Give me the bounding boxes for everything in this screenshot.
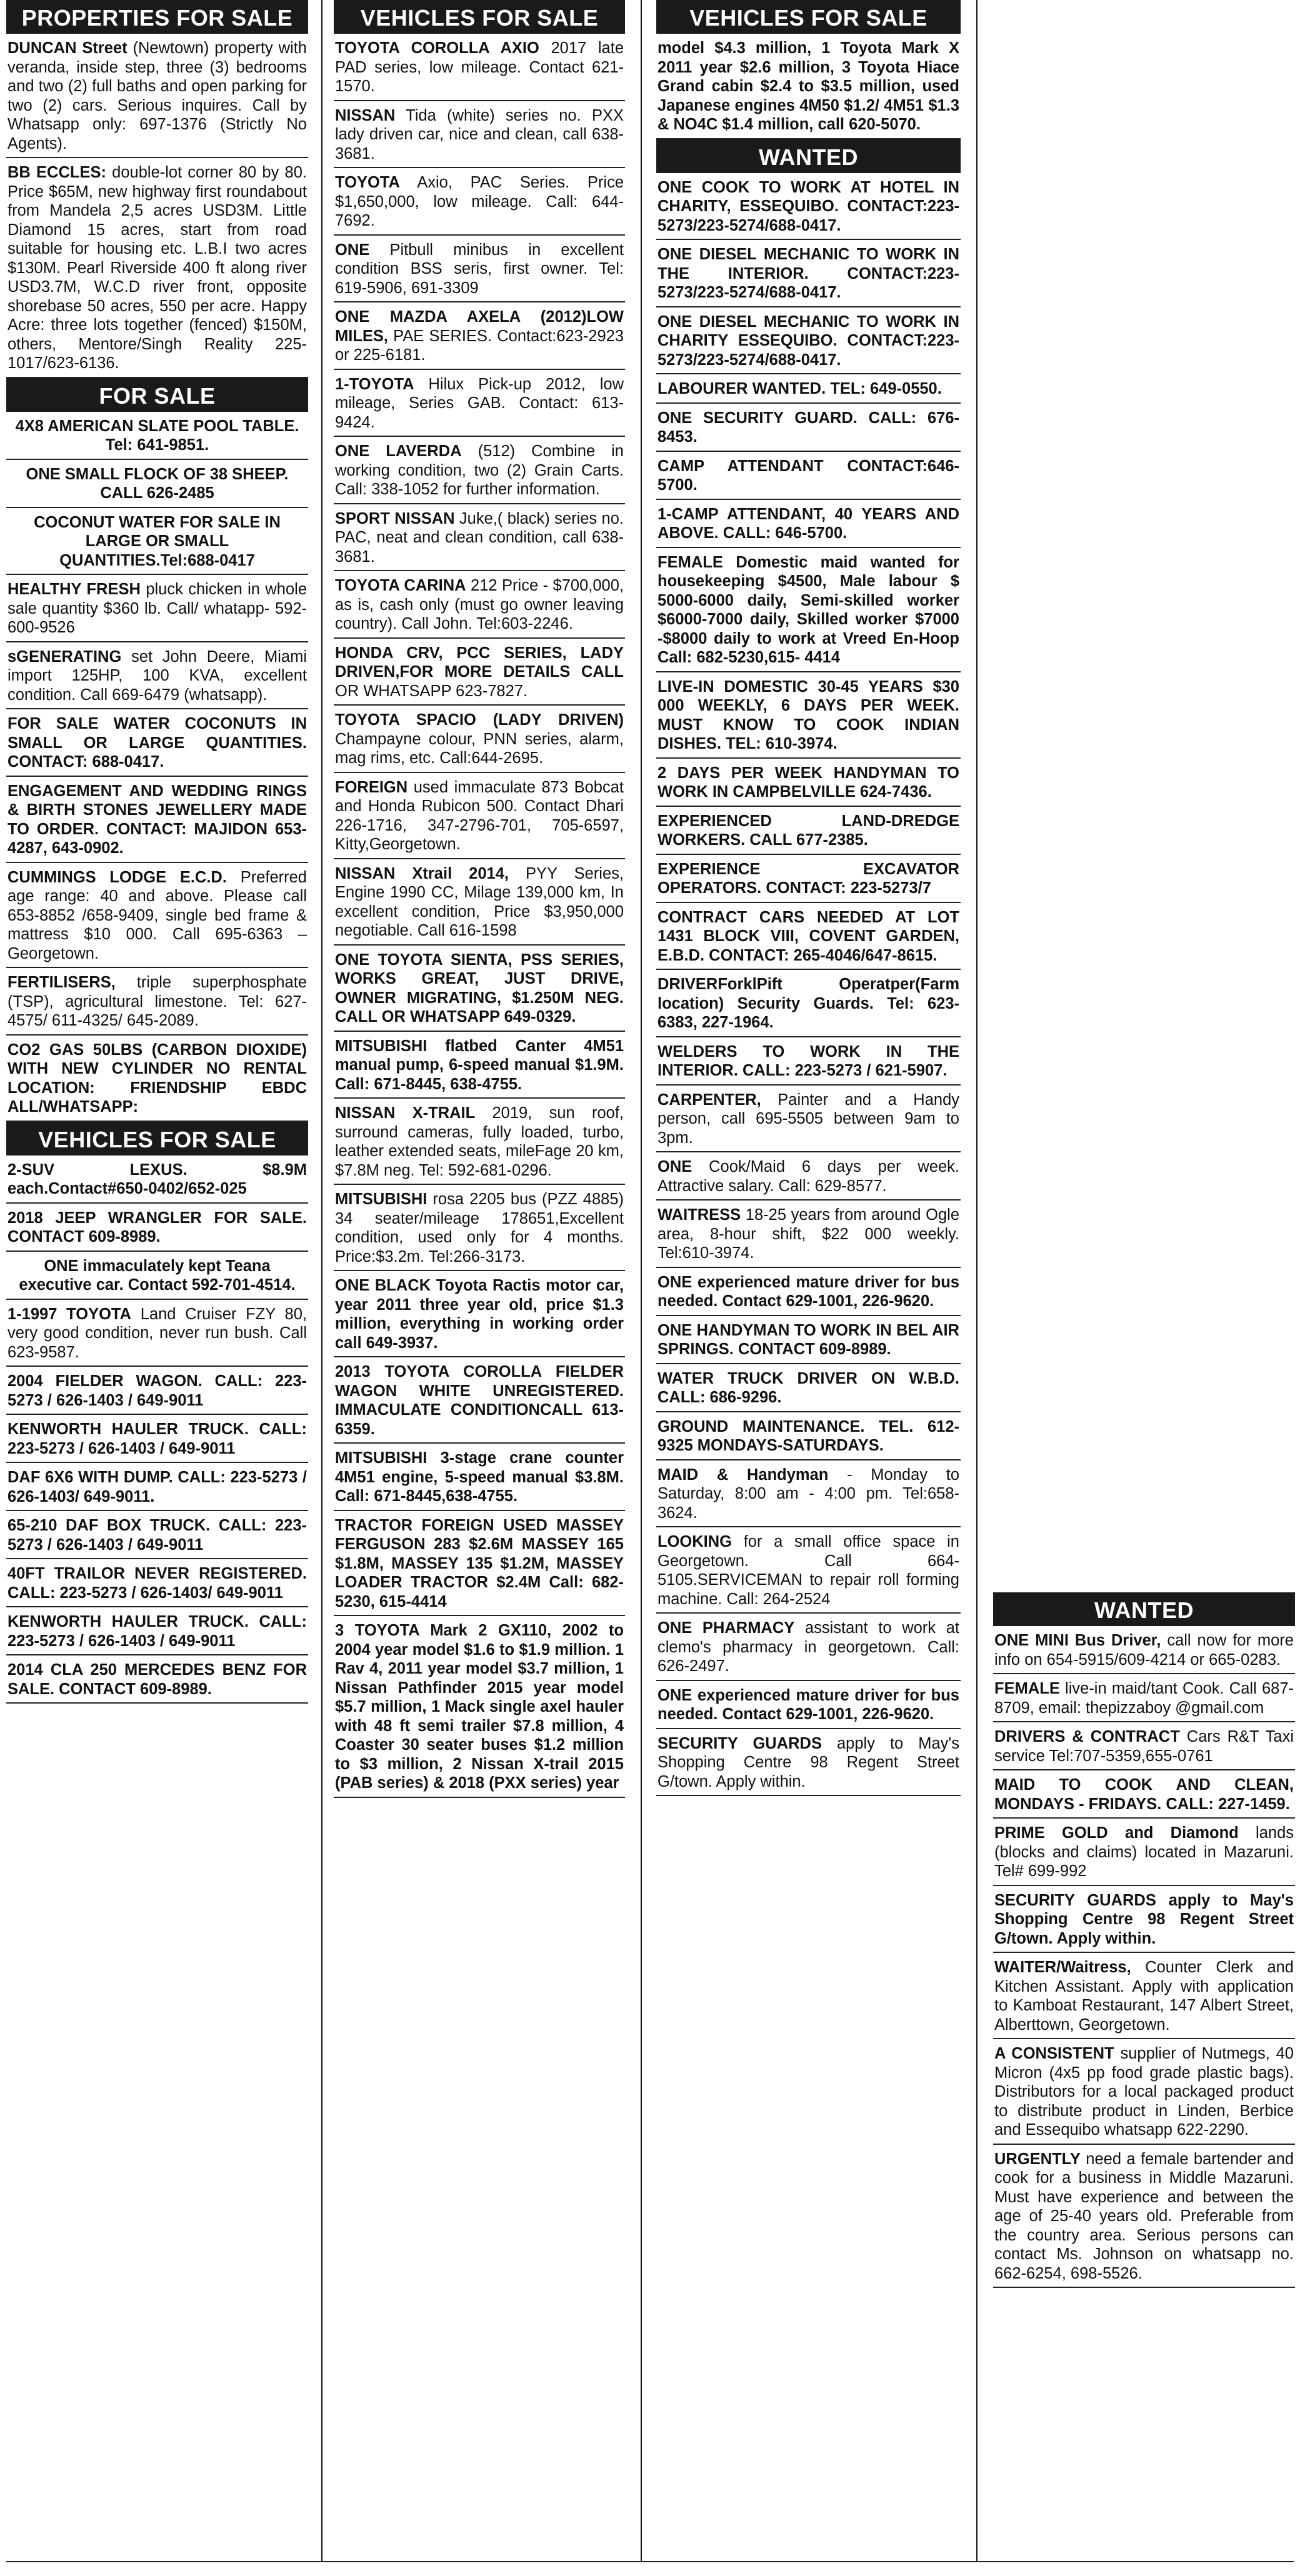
- section-header: VEHICLES FOR SALE: [334, 0, 625, 34]
- ad-lead: ONE PHARMACY: [658, 1619, 795, 1637]
- ad-lead: 2-SUV LEXUS. $8.9M each.Contact#650-0402/652-025: [8, 1161, 307, 1197]
- classified-ad: [656, 1086, 961, 1153]
- ad-lead: ONE SECURITY GUARD. CALL: 676-8453.: [658, 409, 959, 446]
- classified-ad: [334, 859, 625, 946]
- classified-ad: [334, 1185, 625, 1271]
- ad-lead: NISSAN Xtrail 2014,: [335, 864, 509, 882]
- classified-ad: [334, 773, 625, 859]
- classified-ad: [993, 2145, 1295, 2289]
- column-1: [6, 0, 308, 1704]
- classified-ad: [656, 672, 961, 759]
- classified-ad: [334, 168, 625, 236]
- classified-ad: [6, 1559, 308, 1607]
- ad-lead: SECURITY GUARDS: [658, 1734, 822, 1752]
- column-2: [334, 0, 625, 1798]
- ad-lead: DUNCAN Street: [8, 39, 128, 57]
- classified-ad: [993, 1953, 1295, 2039]
- classified-ad: [656, 173, 961, 241]
- ad-lead: CUMMINGS LODGE E.C.D.: [8, 868, 227, 886]
- ad-body: Hilux Pick-up 2012, low mileage, Series GAB. Contact: 613-9424.: [335, 375, 624, 431]
- ad-lead: sGENERATING: [8, 647, 122, 666]
- ad-lead: MITSUBISHI 3-stage crane counter 4M51 engine, 5-speed manual $3.8M. Call: 671-8445,638-4755.: [335, 1449, 624, 1505]
- classified-ad: [6, 1415, 308, 1463]
- section-header: VEHICLES FOR SALE: [6, 1122, 308, 1156]
- section-header: PROPERTIES FOR SALE: [6, 0, 308, 34]
- ad-lead: HEALTHY FRESH: [8, 581, 141, 598]
- ad-lead: WAITRESS: [658, 1206, 741, 1224]
- classified-ad: [656, 1460, 961, 1528]
- ad-lead: WELDERS TO WORK IN THE INTERIOR. CALL: 223-5273 / 621-5907.: [658, 1042, 959, 1079]
- ad-lead: DRIVERForklPift Operatper(Farm location) Security Guards. Tel: 623-6383, 227-1964.: [658, 976, 959, 1031]
- ad-lead: ONE MINI Bus Driver,: [994, 1632, 1161, 1649]
- ad-lead: LOOKING: [658, 1533, 732, 1550]
- ad-body: 18-25 years from around Ogle area, 8-hour shift, $22 000 weekly. Tel:610-3974.: [658, 1206, 959, 1262]
- ad-lead: FEMALE: [994, 1680, 1060, 1697]
- classified-ad: [656, 1527, 961, 1614]
- classified-ad: [6, 1367, 308, 1415]
- classified-ad: [6, 1607, 308, 1655]
- ad-body: used immaculate 873 Bobcat and Honda Rubicon 500. Contact Dhari 226-1716, 347-2796-701, 705-6597, Kitty,Georgetown.: [335, 778, 624, 853]
- classified-ad: [6, 709, 308, 777]
- ad-lead: 1-CAMP ATTENDANT, 40 YEARS AND ABOVE. CALL: 646-5700.: [658, 505, 959, 542]
- ad-lead: 2004 FIELDER WAGON. CALL: 223-5273 / 626-1403 / 649-9011: [8, 1372, 307, 1409]
- ad-lead: TOYOTA CARINA: [335, 577, 466, 594]
- ad-lead: MITSUBISHI flatbed Canter 4M51 manual pump, 6-speed manual $1.9M. Call: 671-8445, 638-4755.: [335, 1037, 624, 1093]
- ad-lead: URGENTLY: [994, 2150, 1081, 2168]
- ad-body: (Newtown) property with veranda, inside step, three (3) bedrooms and two (2) full baths and open parking for two (2) cars. Serious inquires. Call by Whatsapp only: 697-1376 (Strictly No Agents).: [8, 39, 307, 152]
- ad-lead: CONTRACT CARS NEEDED AT LOT 1431 BLOCK VIII, COVENT GARDEN, E.B.D. CONTACT: 265-4046/647-8615.: [658, 908, 959, 964]
- ad-body: Counter Clerk and Kitchen Assistant. Apply with application to Kamboat Restaurant, 147 Albert Street, Alberttown, Georgetown.: [994, 1959, 1294, 2034]
- column-3: [656, 0, 961, 1796]
- ad-body: Land Cruiser FZY 80, very good condition, never run bush. Call 623-9587.: [8, 1305, 307, 1361]
- ad-lead: A CONSISTENT: [994, 2045, 1114, 2062]
- page-bottom-rule: [6, 2561, 1294, 2562]
- classified-ad: [6, 968, 308, 1036]
- classified-ad: [656, 1316, 961, 1364]
- classified-ad: [6, 863, 308, 969]
- classified-ad: [993, 1722, 1295, 1770]
- ad-lead: MAID & Handyman: [658, 1465, 829, 1484]
- ad-lead: ONE: [658, 1158, 692, 1176]
- classified-ad: [334, 236, 625, 303]
- ad-lead: ONE MAZDA AXELA (2012)LOW MILES,: [335, 308, 624, 345]
- ad-lead: CO2 GAS 50LBS (CARBON DIOXIDE) WITH NEW CYLINDER NO RENTAL LOCATION: FRIENDSHIP EBDC ALL/WHATSAPP:: [8, 1041, 307, 1116]
- ad-lead: ONE immaculately kept Teana executive car. Contact 592-701-4514.: [19, 1257, 296, 1294]
- classified-ad: [656, 452, 961, 500]
- ad-body: rosa 2205 bus (PZZ 4885) 34 seater/mileage 178651,Excellent condition, used only for 4 months. Price:$3.2m. Tel:266-3173.: [335, 1191, 624, 1266]
- classified-ad: [656, 1729, 961, 1797]
- ad-lead: MAID TO COOK AND CLEAN, MONDAYS - FRIDAYS. CALL: 227-1459.: [994, 1776, 1294, 1813]
- classified-ad: [993, 1819, 1295, 1886]
- ad-body: 2019, sun roof, surround cameras, fully loaded, turbo, leather extended seats, mileFage 20 km, $7.8M neg. Tel: 592-681-0296.: [335, 1104, 624, 1179]
- classified-ad: [6, 34, 308, 158]
- classified-ad: [656, 807, 961, 855]
- classified-ad: [656, 1364, 961, 1412]
- classified-ad: [334, 706, 625, 773]
- classified-ad: [6, 460, 308, 508]
- classified-ad: [656, 759, 961, 807]
- ad-body: double-lot corner 80 by 80. Price $65M, new highway first roundabout from Mandela 2,5 acres USD3M. Little Diamond 15 acres, start from road suitable for housing etc. L.B.I two acres $130M. Pearl Riverside 400 ft along river USD3.7M, W.C.D river front, opposite shorebase 50 acres, 550 per acre. Happy Acre: three lots together (fenced) $150M, others, Mentore/Singh Reality 225-1017/623-6136.: [8, 164, 307, 372]
- classified-ad: [334, 101, 625, 169]
- classified-ad: [656, 1152, 961, 1201]
- section-header: WANTED: [993, 1592, 1295, 1626]
- classified-ad: [334, 302, 625, 370]
- classified-ad: [993, 1626, 1295, 1674]
- ad-lead: LIVE-IN DOMESTIC 30-45 YEARS $30 000 WEEKLY, 6 DAYS PER WEEK. MUST KNOW TO COOK INDIAN DISHES. TEL: 610-3974.: [658, 677, 959, 752]
- ad-lead: LABOURER WANTED. TEL: 649-0550.: [658, 380, 942, 397]
- ad-lead: HONDA CRV, PCC SERIES, LADY DRIVEN,FOR MORE DETAILS CALL: [335, 644, 624, 681]
- classified-ad: [334, 1616, 625, 1798]
- ad-body: Champayne colour, PNN series, alarm, mag rims, etc. Call:644-2695.: [335, 730, 624, 767]
- classified-ad: [334, 34, 625, 101]
- ad-body: live-in maid/tant Cook. Call 687-8709, email: thepizzaboy @gmail.com: [994, 1680, 1294, 1717]
- ad-lead: TRACTOR FOREIGN USED MASSEY FERGUSON 283 $2.6M MASSEY 165 $1.8M, MASSEY 135 $1.2M, MASSEY LOADER TRACTOR $2.4M Call: 682-5230, 615-4414: [335, 1516, 624, 1610]
- ad-lead: EXPERIENCE EXCAVATOR OPERATORS. CONTACT: 223-5273/7: [658, 860, 959, 897]
- ad-lead: ONE COOK TO WORK AT HOTEL IN CHARITY, ESSEQUIBO. CONTACT:223-5273/223-5274/688-0417.: [658, 178, 959, 234]
- ad-lead: MITSUBISHI: [335, 1191, 428, 1208]
- classified-ad: [656, 374, 961, 404]
- ad-body: need a female bartender and cook for a business in Middle Mazaruni. Must have experience and between the age of 25-40 years old. Preferable from the country area. Serious persons can contact Ms. Johnson on whatsapp no. 662-6254, 698-5526.: [994, 2150, 1294, 2282]
- column-divider: [321, 0, 322, 2561]
- classified-ad: [6, 1252, 308, 1300]
- ad-body: Cars R&T Taxi service Tel:707-5359,655-0761: [994, 1728, 1294, 1765]
- classified-ad: [656, 34, 961, 139]
- ad-lead: DRIVERS & CONTRACT: [994, 1728, 1180, 1745]
- ad-lead: ONE SMALL FLOCK OF 38 SHEEP. CALL 626-2485: [26, 465, 289, 502]
- ad-body: supplier of Nutmegs, 40 Micron (4x5 pp food grade plastic bags). Distributors for a local packaged product to distribute product in Linden, Berbice and Essequibo whatsapp 622-2290.: [994, 2045, 1294, 2139]
- classified-ad: [656, 1681, 961, 1729]
- column-4: [993, 1592, 1295, 2288]
- classified-ad: [6, 575, 308, 642]
- ad-lead: FOR SALE WATER COCONUTS IN SMALL OR LARGE QUANTITIES. CONTACT: 688-0417.: [8, 715, 307, 771]
- ad-body: for a small office space in Georgetown. Call 664-5105.SERVICEMAN to repair roll forming machine. Call: 264-2524: [658, 1533, 959, 1608]
- classified-ad: [334, 1357, 625, 1444]
- classified-ad: [6, 1036, 308, 1122]
- ad-lead: SECURITY GUARDS apply to May's Shopping Centre 98 Regent Street G/town. Apply within.: [994, 1891, 1294, 1947]
- ad-body: pluck chicken in whole sale quantity $360 lb. Call/ whatapp- 592-600-9526: [8, 581, 307, 636]
- ad-lead: KENWORTH HAULER TRUCK. CALL: 223-5273 / 626-1403 / 649-9011: [8, 1420, 307, 1457]
- classified-ad: [334, 639, 625, 706]
- classified-ad: [334, 1271, 625, 1357]
- classified-ad: [6, 158, 308, 378]
- ad-lead: ONE: [335, 241, 370, 259]
- ad-lead: CARPENTER,: [658, 1091, 761, 1109]
- classified-ad: [334, 1099, 625, 1185]
- classified-ad: [656, 1412, 961, 1460]
- ad-body: assistant to work at clemo's pharmacy in georgetown. Call: 626-2497.: [658, 1619, 959, 1675]
- classified-ad: [656, 404, 961, 452]
- ad-body: Preferred age range: 40 and above. Please call 653-8852 /658-9409, single bed frame & mattress $10 000. Call 695-6363 – Georgetown.: [8, 868, 307, 962]
- classified-ad: [656, 307, 961, 375]
- ad-body: Painter and a Handy person, call 695-5505 between 9am to 3pm.: [658, 1091, 959, 1147]
- classified-ad: [656, 240, 961, 307]
- ad-lead: 40FT TRAILOR NEVER REGISTERED. CALL: 223-5273 / 626-1403/ 649-9011: [8, 1565, 307, 1602]
- ad-lead: FERTILISERS,: [8, 974, 116, 991]
- ad-body: triple superphosphate (TSP), agricultural limestone. Tel: 627-4575/ 611-4325/ 645-2089.: [8, 974, 307, 1029]
- ad-body: Axio, PAC Series. Price $1,650,000, low mileage. Call: 644-7692.: [335, 174, 624, 229]
- section-header: VEHICLES FOR SALE: [656, 0, 961, 34]
- classified-ad: [656, 1201, 961, 1268]
- ad-body: lands (blocks and claims) located in Mazaruni. Tel# 699-992: [994, 1824, 1294, 1880]
- ad-lead: model $4.3 million, 1 Toyota Mark X 2011 year $2.6 million, 3 Toyota Hiace Grand cabin $2.4 to $3.5 million, used Japanese engines 4M50 $1.2/ 4M51 $1.3 & NO4C $1.4 million, call 620-5070.: [658, 39, 959, 133]
- column-divider: [641, 0, 642, 2561]
- ad-lead: ONE experienced mature driver for bus needed. Contact 629-1001, 226-9620.: [658, 1273, 959, 1310]
- ad-lead: 1-TOYOTA: [335, 375, 414, 393]
- ad-body: (512) Combine in working condition, two (2) Grain Carts. Call: 338-1052 for further information.: [335, 442, 624, 498]
- classified-ad: [334, 946, 625, 1032]
- ad-lead: FEMALE Domestic maid wanted for housekeeping $4500, Male labour $ 5000-6000 daily, Semi-skilled worker $6000-7000 daily, Skilled worker $7000 -$8000 daily to work at Vreed En-Hoop Call: 682-5230,615- 4414: [658, 553, 959, 666]
- classified-ad: [6, 508, 308, 576]
- ad-lead: FOREIGN: [335, 778, 408, 796]
- ad-lead: ONE TOYOTA SIENTA, PSS SERIES, WORKS GREAT, JUST DRIVE, OWNER MIGRATING, $1.250M NEG. CALL OR WHATSAPP 649-0329.: [335, 951, 624, 1026]
- ad-lead: 2 DAYS PER WEEK HANDYMAN TO WORK IN CAMPBELVILLE 624-7436.: [658, 764, 959, 801]
- ad-lead: BB ECCLES:: [8, 164, 106, 181]
- ad-lead: SPORT NISSAN: [335, 509, 455, 527]
- ad-body: 2017 late PAD series, low mileage. Contact 621-1570.: [335, 39, 624, 95]
- classified-ad: [656, 1268, 961, 1316]
- column-divider: [976, 0, 978, 2561]
- ad-lead: ONE HANDYMAN TO WORK IN BEL AIR SPRINGS. CONTACT 609-8989.: [658, 1321, 959, 1358]
- ad-lead: 1-1997 TOYOTA: [8, 1305, 132, 1323]
- ad-lead: TOYOTA COROLLA AXIO: [335, 39, 539, 57]
- classified-ad: [334, 437, 625, 504]
- ad-body: call now for more info on 654-5915/609-4214 or 665-0283.: [994, 1632, 1294, 1669]
- classified-ad: [6, 642, 308, 710]
- ad-lead: 2018 JEEP WRANGLER FOR SALE. CONTACT 609-8989.: [8, 1209, 307, 1246]
- ad-lead: 2013 TOYOTA COROLLA FIELDER WAGON WHITE UNREGISTERED. IMMACULATE CONDITIONCALL 613-6359.: [335, 1363, 624, 1438]
- ad-lead: ONE experienced mature driver for bus needed. Contact 629-1001, 226-9620.: [658, 1686, 959, 1723]
- ad-body: Tida (white) series no. PXX lady driven car, nice and clean, call 638-3681.: [335, 106, 624, 162]
- classified-ad: [993, 1886, 1295, 1954]
- classified-ad: [993, 1674, 1295, 1722]
- ad-lead: TOYOTA: [335, 174, 400, 191]
- classified-ad: [993, 2039, 1295, 2145]
- ad-lead: ONE DIESEL MECHANIC TO WORK IN THE INTERIOR. CONTACT:223-5273/223-5274/688-0417.: [658, 246, 959, 301]
- ad-body: Juke,( black) series no. PAC, neat and clean condition, call 638-3681.: [335, 509, 624, 566]
- ad-body: Cook/Maid 6 days per week. Attractive salary. Call: 629-8577.: [658, 1158, 959, 1195]
- ad-body: - Monday to Saturday, 8:00 am - 4:00 pm. Tel:658-3624.: [658, 1465, 960, 1522]
- classified-ad: [656, 1037, 961, 1086]
- ad-body: Pitbull minibus in excellent condition BSS seris, first owner. Tel: 619-5906, 691-3309: [335, 241, 624, 297]
- ad-body: OR WHATSAPP 623-7827.: [335, 682, 528, 700]
- classified-ad: [656, 970, 961, 1037]
- classified-ad: [656, 855, 961, 903]
- ad-lead: KENWORTH HAULER TRUCK. CALL: 223-5273 / 626-1403 / 649-9011: [8, 1613, 307, 1650]
- ad-body: PYY Series, Engine 1990 CC, Milage 139,000 km, In excellent condition, Price $3,950,000 negotiable. Call 616-1598: [335, 864, 624, 939]
- classified-ad: [334, 571, 625, 639]
- ad-body: set John Deere, Miami import 125HP, 100 KVA, excellent condition. Call 669-6479 (whatsapp).: [8, 647, 307, 704]
- ad-lead: 4X8 AMERICAN SLATE POOL TABLE. Tel: 641-9851.: [15, 417, 299, 454]
- section-header: WANTED: [656, 139, 961, 173]
- classified-ad: [6, 1156, 308, 1204]
- section-header: FOR SALE: [6, 378, 308, 412]
- ad-lead: PRIME GOLD and Diamond: [994, 1824, 1239, 1842]
- classified-ad: [6, 1300, 308, 1367]
- classified-ad: [656, 548, 961, 672]
- ad-lead: TOYOTA SPACIO (LADY DRIVEN): [335, 711, 624, 729]
- classified-ad: [656, 500, 961, 548]
- classified-ad: [656, 1614, 961, 1681]
- ad-lead: 2014 CLA 250 MERCEDES BENZ FOR SALE. CONTACT 609-8989.: [8, 1661, 307, 1698]
- ad-lead: 65-210 DAF BOX TRUCK. CALL: 223-5273 / 626-1403 / 649-9011: [8, 1517, 307, 1554]
- ad-lead: 3 TOYOTA Mark 2 GX110, 2002 to 2004 year model $1.6 to $1.9 million. 1 Rav 4, 2011 year model $3.7 million, 1 Nissan Pathfinder 2015 year model $5.7 million, 1 Mack single axel hauler with 48 ft semi trailer $7.8 million, 4 Coaster 30 seater buses $1.2 million to $3 million, 2 Nissan X-trail 2015 (PAB series) & 2018 (PXX series) year: [335, 1622, 624, 1792]
- classified-ad: [334, 1511, 625, 1617]
- classified-ad: [334, 504, 625, 572]
- ad-lead: WATER TRUCK DRIVER ON W.B.D. CALL: 686-9296.: [658, 1369, 959, 1406]
- classified-ad: [6, 1463, 308, 1511]
- ad-body: apply to May's Shopping Centre 98 Regent Street G/town. Apply within.: [658, 1734, 960, 1790]
- ad-lead: ONE LAVERDA: [335, 442, 462, 460]
- classified-ad: [334, 1032, 625, 1099]
- classified-ad: [334, 370, 625, 437]
- classified-ad: [6, 1511, 308, 1559]
- classified-ad: [6, 1655, 308, 1704]
- ad-lead: ONE DIESEL MECHANIC TO WORK IN CHARITY ESSEQUIBO. CONTACT:223-5273/223-5274/688-0417.: [658, 312, 959, 369]
- ad-lead: CAMP ATTENDANT CONTACT:646-5700.: [658, 457, 959, 494]
- ad-lead: ONE BLACK Toyota Ractis motor car, year 2011 three year old, price $1.3 million, everything in working order call 649-3937.: [335, 1277, 624, 1352]
- ad-lead: ENGAGEMENT AND WEDDING RINGS & BIRTH STONES JEWELLERY MADE TO ORDER. CONTACT: MAJIDON 653-4287, 643-0902.: [8, 782, 307, 857]
- ad-lead: GROUND MAINTENANCE. TEL. 612-9325 MONDAYS-SATURDAYS.: [658, 1417, 959, 1454]
- classified-ad: [6, 1204, 308, 1252]
- ad-body: 212 Price - $700,000, as is, cash only (must go owner leaving country). Call John. Tel:603-2246.: [335, 577, 624, 632]
- classified-ad: [6, 777, 308, 863]
- ad-lead: NISSAN X-TRAIL: [335, 1104, 476, 1122]
- ad-lead: COCONUT WATER FOR SALE IN LARGE OR SMALL QUANTITIES.Tel:688-0417: [34, 513, 281, 569]
- ad-body: PAE SERIES. Contact:623-2923 or 225-6181.: [335, 327, 624, 364]
- classified-ad: [656, 903, 961, 971]
- ad-lead: NISSAN: [335, 106, 396, 124]
- classified-ad: [334, 1444, 625, 1511]
- ad-lead: DAF 6X6 WITH DUMP. CALL: 223-5273 / 626-1403/ 649-9011.: [8, 1469, 307, 1505]
- ad-lead: WAITER/Waitress,: [994, 1959, 1131, 1976]
- ad-lead: EXPERIENCED LAND-DREDGE WORKERS. CALL 677-2385.: [658, 812, 959, 849]
- classified-ad: [6, 412, 308, 460]
- classified-ad: [993, 1770, 1295, 1819]
